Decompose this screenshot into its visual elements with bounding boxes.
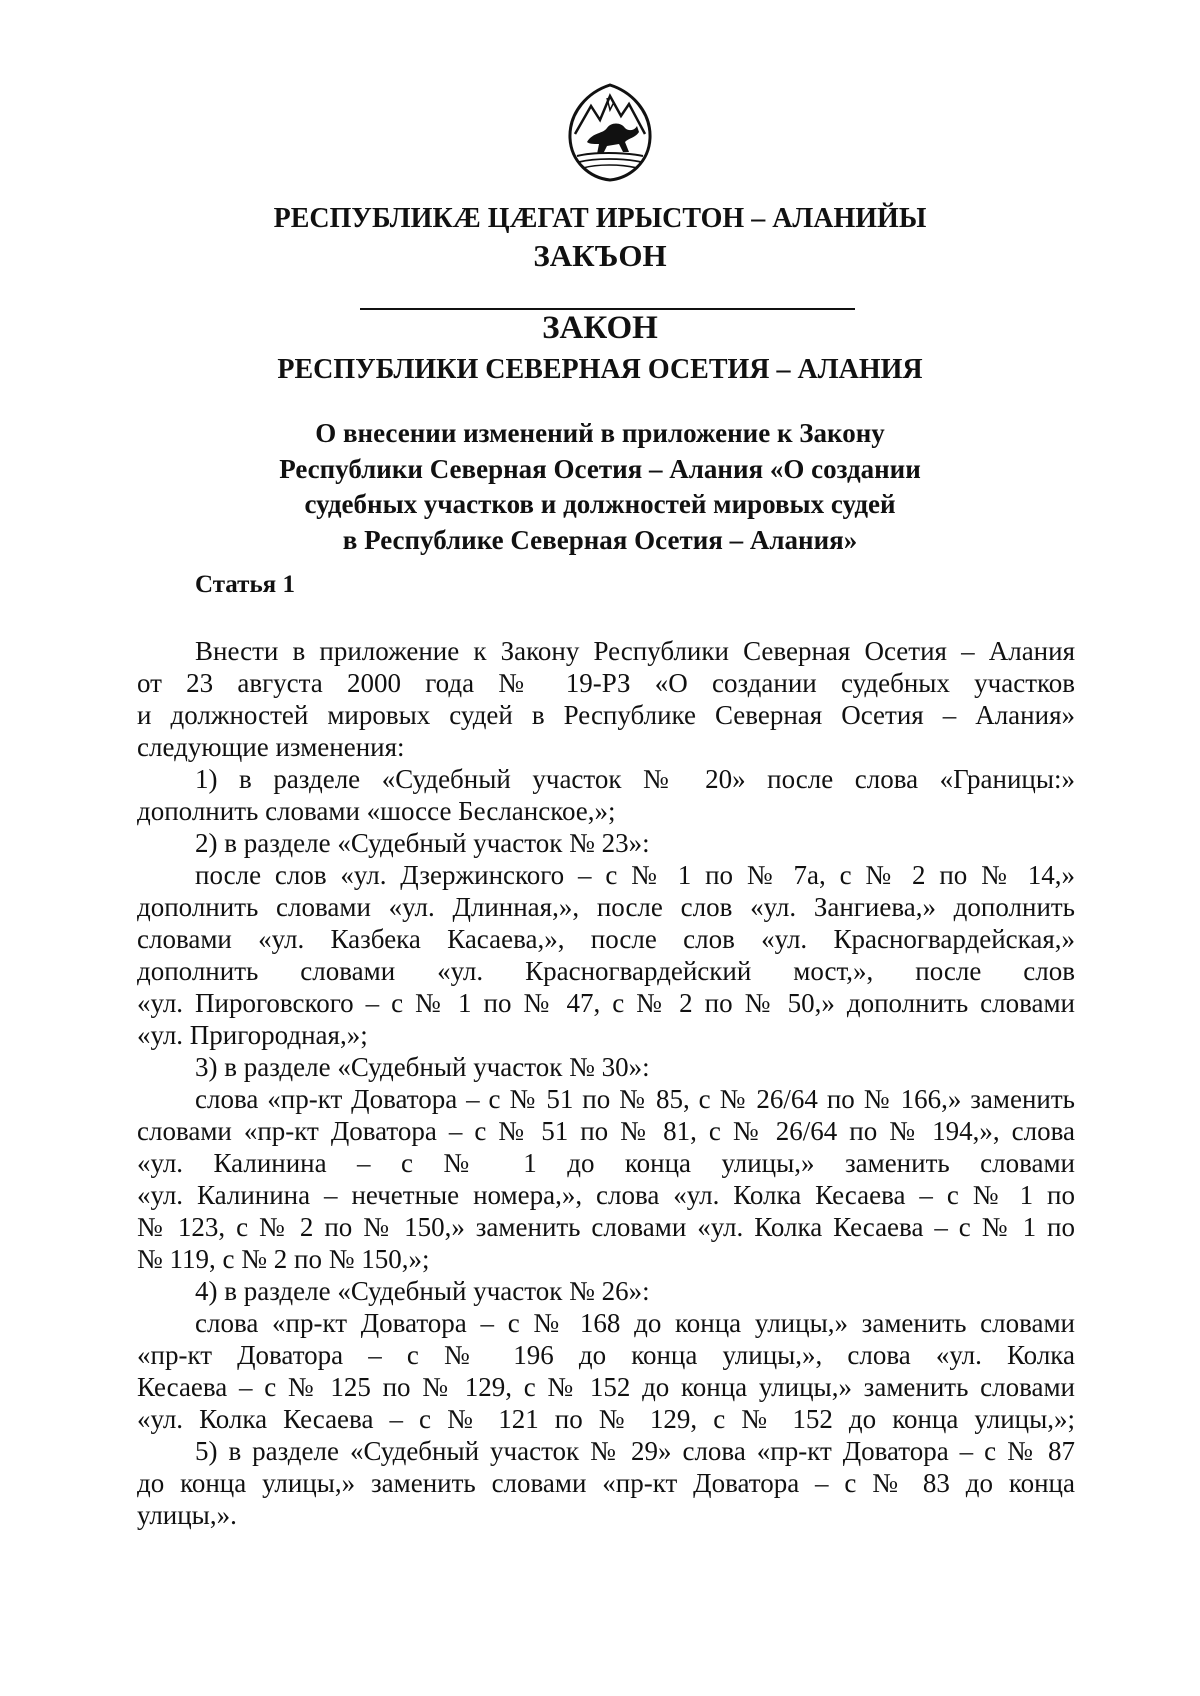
body-line: № 123, с № 2 по № 150,» заменить словами «ул. Колка Кесаева – с № 1 по [137, 1212, 1075, 1242]
body-line: дополнить словами «ул. Красногвардейский мост,», после слов [137, 956, 1075, 986]
body-line: «ул. Калинина – нечетные номера,», слова «ул. Колка Кесаева – с № 1 по [137, 1180, 1075, 1210]
body-line: 2) в разделе «Судебный участок № 23»: [195, 828, 650, 858]
body-line: «ул. Пригородная,»; [137, 1020, 368, 1050]
russian-republic-title: РЕСПУБЛИКИ СЕВЕРНАЯ ОСЕТИЯ – АЛАНИЯ [277, 354, 923, 385]
title-line: О внесении изменений в приложение к Закону [315, 418, 885, 448]
body-line: 1) в разделе «Судебный участок № 20» после слова «Границы:» [195, 764, 1075, 794]
body-line: и должностей мировых судей в Республике Северная Осетия – Алания» [137, 700, 1075, 730]
russian-law-title: ЗАКОН [542, 310, 658, 346]
coat-of-arms-icon [563, 82, 657, 182]
body-line: слова «пр-кт Доватора – с № 168 до конца улицы,» заменить словами [195, 1308, 1075, 1338]
body-line: следующие изменения: [137, 732, 405, 762]
title-line: судебных участков и должностей мировых судей [304, 489, 896, 519]
ossetian-law-title: ЗАКЪОН [533, 238, 667, 273]
body-line: № 119, с № 2 по № 150,»; [137, 1244, 430, 1274]
body-line: дополнить словами «ул. Длинная,», после слов «ул. Зангиева,» дополнить [137, 892, 1075, 922]
title-line: Республики Северная Осетия – Алания «О создании [279, 453, 921, 484]
body-line: Внести в приложение к Закону Республики Северная Осетия – Алания [195, 636, 1075, 666]
ossetian-republic-title: РЕСПУБЛИКÆ ЦÆГАТ ИРЫСТОН – АЛАНИЙЫ [273, 203, 927, 234]
body-line: до конца улицы,» заменить словами «пр-кт Доватора – с № 83 до конца [137, 1468, 1075, 1498]
article-heading: Статья 1 [195, 571, 295, 598]
body-line: после слов «ул. Дзержинского – с № 1 по № 7а, с № 2 по № 14,» [195, 860, 1075, 890]
article-body [137, 635, 1075, 1531]
body-line: 4) в разделе «Судебный участок № 26»: [195, 1276, 650, 1306]
body-line: слова «пр-кт Доватора – с № 51 по № 85, с № 26/64 по № 166,» заменить [195, 1084, 1075, 1114]
body-line: 5) в разделе «Судебный участок № 29» слова «пр-кт Доватора – с № 87 [195, 1436, 1075, 1466]
body-line: Кесаева – с № 125 по № 129, с № 152 до конца улицы,» заменить словами [137, 1372, 1075, 1402]
body-line: словами «ул. Казбека Касаева,», после слов «ул. Красногвардейская,» [137, 924, 1075, 954]
body-line: словами «пр-кт Доватора – с № 51 по № 81, с № 26/64 по № 194,», слова [137, 1116, 1075, 1146]
body-line: от 23 августа 2000 года № 19-РЗ «О создании судебных участков [137, 668, 1075, 698]
body-line: 3) в разделе «Судебный участок № 30»: [195, 1052, 650, 1082]
body-line: «ул. Калинина – с № 1 до конца улицы,» заменить словами [137, 1148, 1075, 1178]
body-line: дополнить словами «шоссе Бесланское,»; [137, 796, 616, 826]
body-line: «пр-кт Доватора – с № 196 до конца улицы,», слова «ул. Колка [137, 1340, 1075, 1370]
body-line: «ул. Пироговского – с № 1 по № 47, с № 2 по № 50,» дополнить словами [137, 988, 1075, 1018]
law-subject-title [0, 416, 1200, 558]
title-line: в Республике Северная Осетия – Алания» [342, 524, 858, 555]
body-line: улицы,». [137, 1500, 237, 1530]
body-line: «ул. Колка Кесаева – с № 121 по № 129, с № 152 до конца улицы,»; [137, 1404, 1075, 1434]
